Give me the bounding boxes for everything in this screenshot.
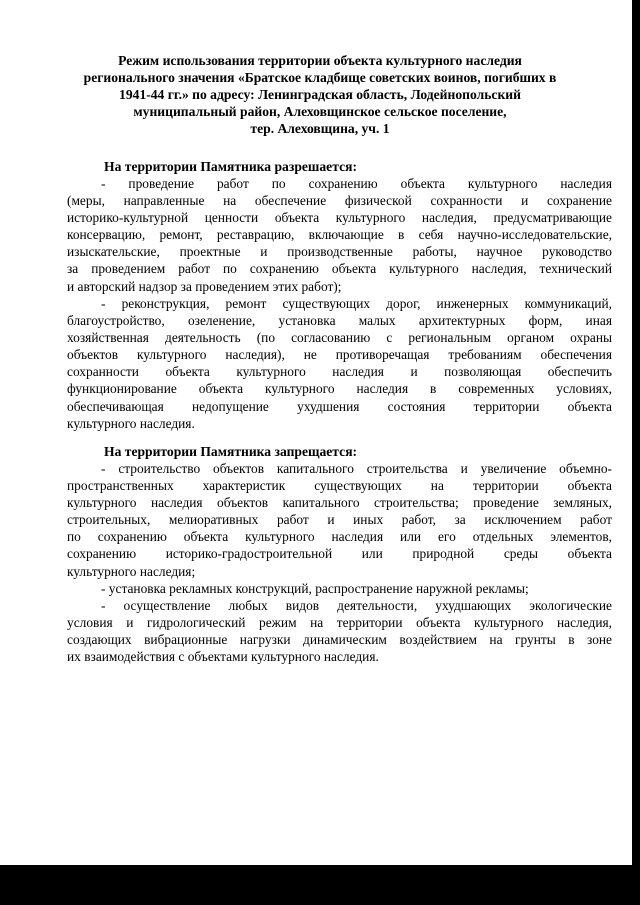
scan-edge-bottom bbox=[0, 865, 640, 905]
text-line: их взаимодействия с объектами культурного наследия. bbox=[67, 649, 379, 665]
text-line: (меры, направленные на обеспечение физической сохранности и сохранение bbox=[67, 193, 612, 209]
text-line: создающих вибрационные нагрузки динамическим воздействием на грунты в зоне bbox=[67, 632, 612, 648]
text-line: функционирование объекта культурного наследия в современных условиях, bbox=[67, 381, 612, 397]
text-line: - установка рекламных конструкций, распространение наружной рекламы; bbox=[101, 581, 529, 596]
text-line: - реконструкция, ремонт существующих дорог, инженерных коммуникаций, bbox=[101, 296, 612, 311]
text-line: пространственных характеристик существующих на территории объекта bbox=[67, 478, 612, 494]
title-line: 1941-44 гг.» по адресу: Ленинградская область, Лодейнопольский bbox=[119, 87, 521, 102]
forbidden-heading: На территории Памятника запрещается: bbox=[104, 444, 358, 459]
text-line: - осуществление любых видов деятельности, ухудшающих экологические bbox=[101, 598, 612, 613]
text-line: хозяйственная деятельность (по согласованию с региональным органом охраны bbox=[67, 330, 612, 346]
text-line: сохранению историко-градостроительной или природной среды объекта bbox=[67, 546, 612, 562]
forbidden-item-2 bbox=[67, 580, 612, 597]
text-line: - проведение работ по сохранению объекта культурного наследия bbox=[101, 176, 612, 191]
text-line: культурного наследия объектов капитального строительства; проведение земляных, bbox=[67, 495, 612, 511]
title-line: муниципальный район, Алеховщинское сельское поселение, bbox=[133, 104, 507, 119]
forbidden-item-1 bbox=[67, 460, 612, 580]
text-line: консервацию, ремонт, реставрацию, включающие в себя научно-исследовательские, bbox=[67, 227, 612, 243]
allowed-heading: На территории Памятника разрешается: bbox=[104, 159, 357, 174]
document-title bbox=[60, 52, 580, 137]
forbidden-item-3 bbox=[67, 597, 612, 665]
title-line: регионального значения «Братское кладбище советских воинов, погибших в bbox=[83, 70, 557, 85]
text-line: культурного наследия; bbox=[67, 563, 196, 579]
title-line: Режим использования территории объекта культурного наследия bbox=[118, 53, 522, 68]
text-line: сохранности объекта культурного наследия и позволяющая обеспечить bbox=[67, 364, 612, 380]
text-line: по сохранению объекта культурного наследия или его отдельных элементов, bbox=[67, 529, 612, 545]
text-line: благоустройство, озеленение, установка малых архитектурных форм, иная bbox=[67, 313, 612, 329]
allowed-item-1 bbox=[67, 175, 612, 295]
text-line: строительных, мелиоративных работ и иных работ, за исключением работ bbox=[67, 512, 612, 528]
text-line: за проведением работ по сохранению объекта культурного наследия, технический bbox=[67, 261, 612, 277]
scan-edge-right bbox=[632, 0, 640, 865]
text-line: историко-культурной ценности объекта культурного наследия, предусматривающие bbox=[67, 210, 612, 226]
text-line: объектов культурного наследия), не противоречащая требованиям обеспечения bbox=[67, 347, 612, 363]
allowed-item-2 bbox=[67, 295, 612, 432]
text-line: условия и гидрологический режим на территории объекта культурного наследия, bbox=[67, 615, 612, 631]
text-line: культурного наследия. bbox=[67, 415, 195, 431]
text-line: и авторский надзор за проведением этих работ); bbox=[67, 278, 342, 294]
text-line: изыскательские, проектные и производственные работы, научное руководство bbox=[67, 244, 612, 260]
text-line: обеспечивающая недопущение ухудшения состояния территории объекта bbox=[67, 398, 612, 414]
text-line: - строительство объектов капитального строительства и увеличение объемно- bbox=[101, 461, 612, 476]
title-line: тер. Алеховщина, уч. 1 bbox=[250, 121, 390, 136]
